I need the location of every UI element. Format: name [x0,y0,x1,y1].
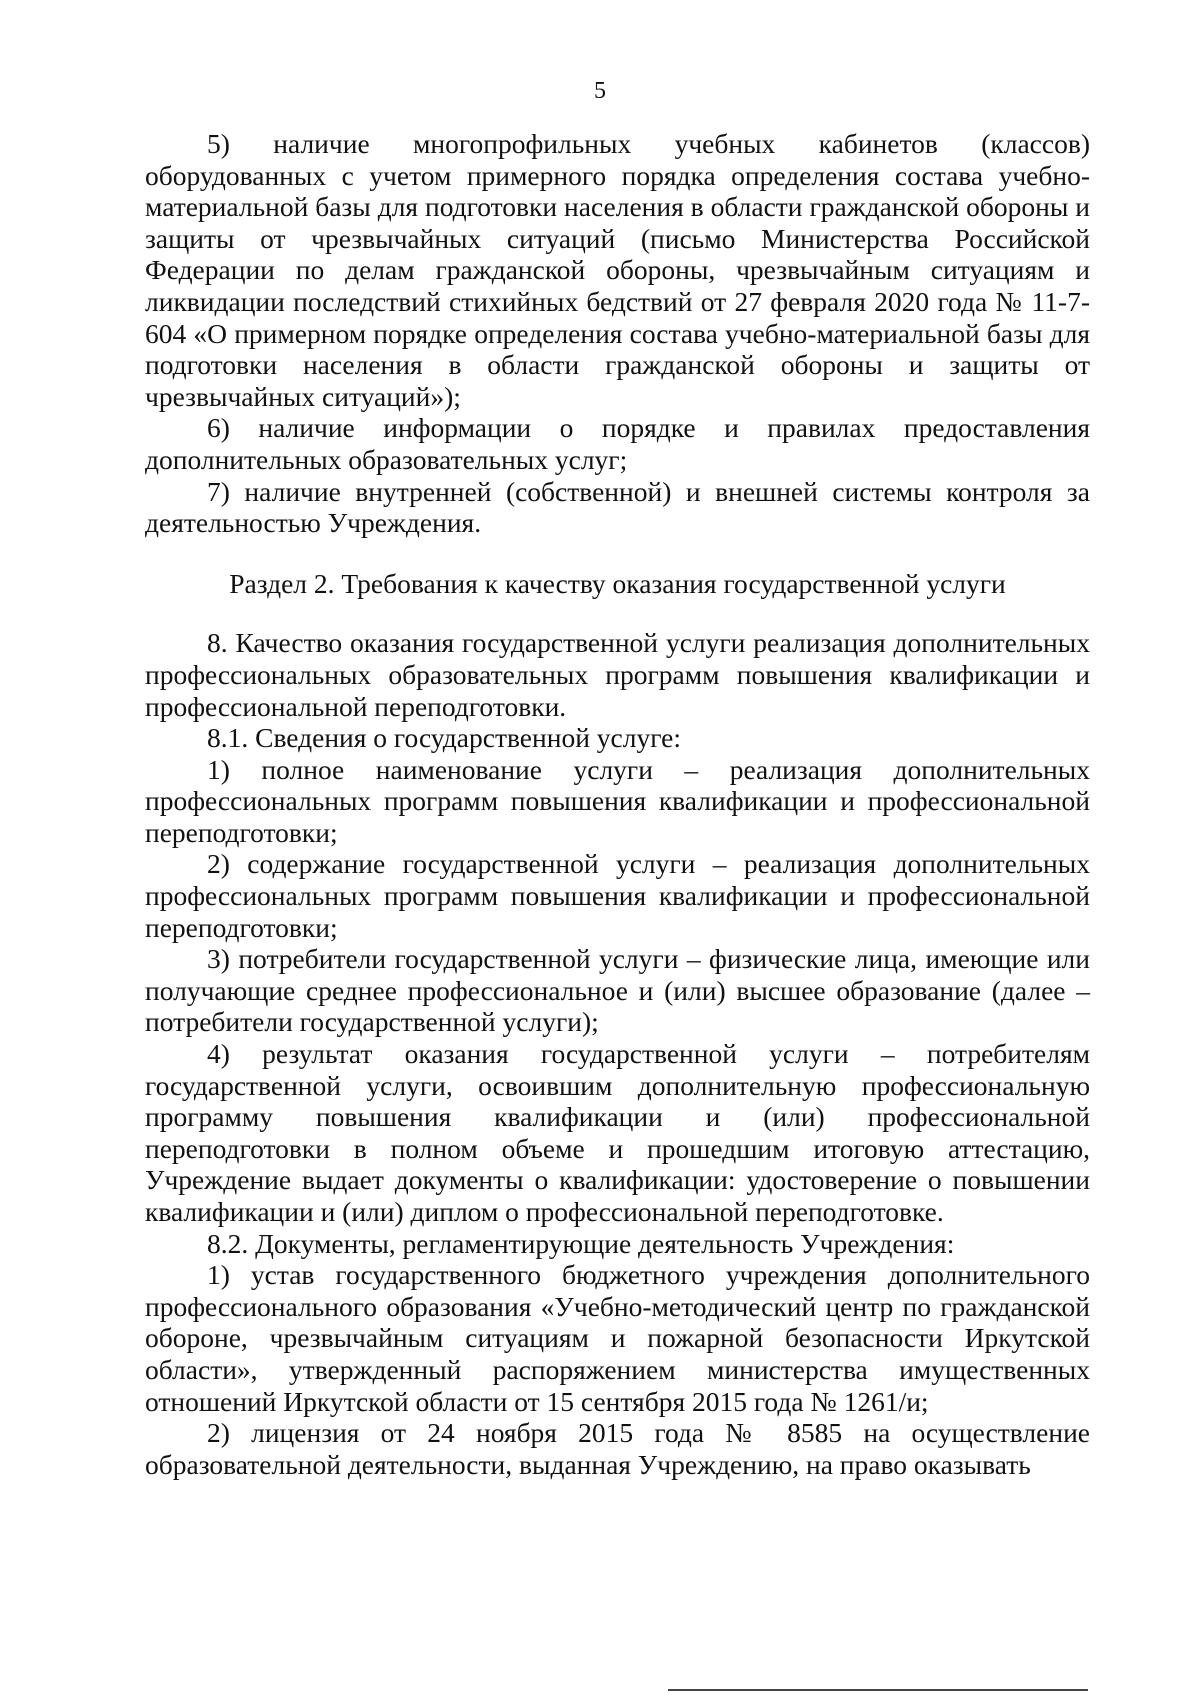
paragraph-item-6: 6) наличие информации о порядке и правилах предоставления дополнительных образовательных услуг; [145,412,1090,475]
document-body [145,128,1090,1480]
paragraph-service-name: 1) полное наименование услуги – реализация дополнительных профессиональных программ повышения квалификации и профессиональной переподготовки; [145,753,1090,848]
paragraph-item-7: 7) наличие внутренней (собственной) и внешней системы контроля за деятельностью Учреждения. [145,475,1090,539]
page-number: 5 [594,78,606,104]
paragraph-service-content: 2) содержание государственной услуги – реализация дополнительных профессиональных программ повышения квалификации и профессиональной переподготовки; [145,848,1090,943]
paragraph-clause-8: 8. Качество оказания государственной услуги реализация дополнительных профессиональных образовательных программ повышения квалификации и профессиональной переподготовки. [145,627,1090,722]
paragraph-clause-8-1: 8.1. Сведения о государственной услуге: [207,722,681,754]
paragraph-license: 2) лицензия от 24 ноября 2015 года № 8585 на осуществление образовательной деятельности, выданная Учреждению, на право оказывать [145,1417,1090,1480]
paragraph-charter: 1) устав государственного бюджетного учреждения дополнительного профессионального образования «Учебно-методический центр по гражданской обороне, чрезвычайным ситуациям и пожарной безопасности Иркутской области», утвержденный распоряжением министерства имущественных отношений Иркутской области от 15 сентября 2015 года № 1261/и; [145,1259,1090,1417]
footer-divider [668,1689,1088,1691]
section-heading: Раздел 2. Требования к качеству оказания государственной услуги [229,567,1006,599]
paragraph-service-consumers: 3) потребители государственной услуги – физические лица, имеющие или получающие среднее профессиональное и (или) высшее образование (далее – потребители государственной услуги); [145,943,1090,1038]
paragraph-clause-8-2: 8.2. Документы, регламентирующие деятельность Учреждения: [207,1227,955,1259]
paragraph-item-5: 5) наличие многопрофильных учебных кабинетов (классов) оборудованных с учетом примерного порядка определения состава учебно-материальной базы для подготовки населения в области гражданской обороны и защиты от чрезвычайных ситуаций (письмо Министерства Российской Федерации по делам гражданской обороны, чрезвычайным ситуациям и ликвидации последствий стихийных бедствий от 27 февраля 2020 года № 11-7-604 «О примерном порядке определения состава учебно-материальной базы для подготовки населения в области гражданской обороны и защиты от чрезвычайных ситуаций»); [145,128,1090,412]
paragraph-service-result: 4) результат оказания государственной услуги – потребителям государственной услуги, освоившим дополнительную профессиональную программу повышения квалификации и (или) профессиональной переподготовки в полном объеме и прошедшим итоговую аттестацию, Учреждение выдает документы о квалификации: удостоверение о повышении квалификации и (или) диплом о профессиональной переподготовке. [145,1038,1090,1227]
